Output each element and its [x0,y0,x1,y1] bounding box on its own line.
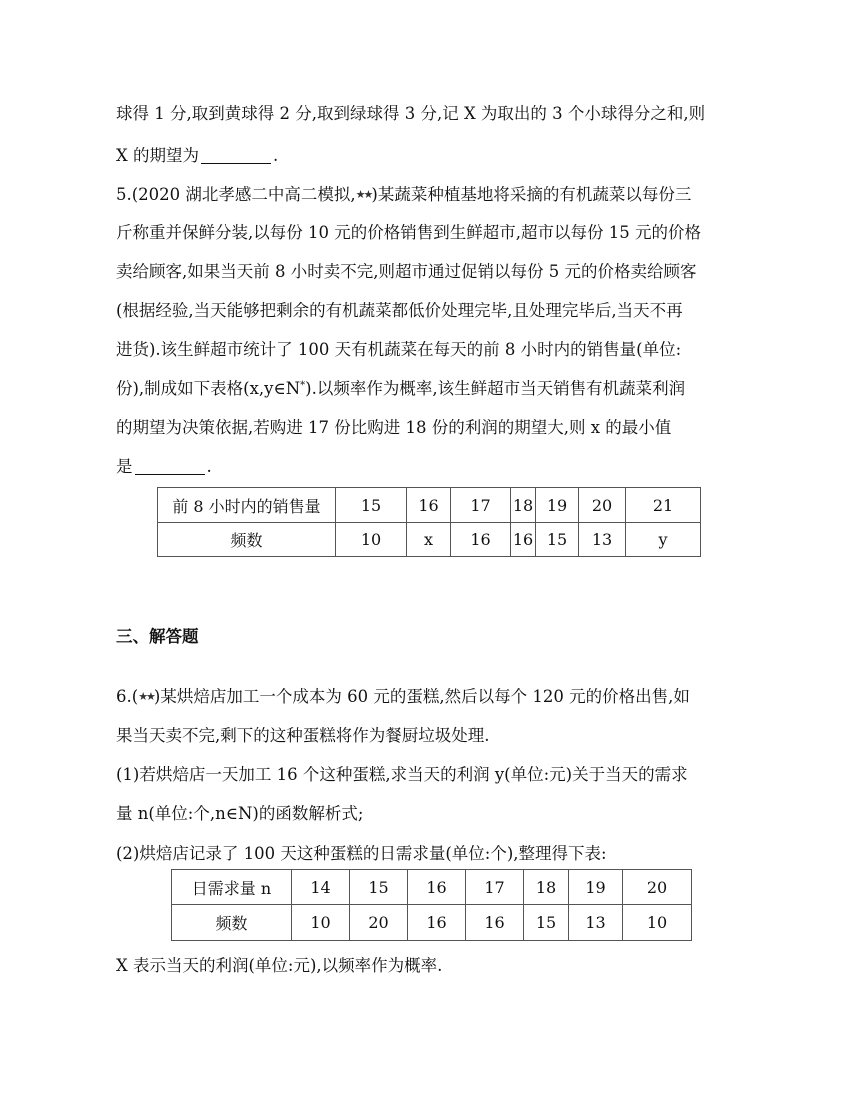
table-cell: 19 [569,870,623,905]
table-header-cell: 频数 [158,523,336,557]
table-cell: 17 [466,870,524,905]
q6-text-line-3: (1)若烘焙店一天加工 16 个这种蛋糕,求当天的利润 y(单位:元)关于当天的需求 [116,765,688,784]
table-cell: 13 [579,523,626,557]
table-cell: 18 [511,488,536,523]
table-cell: 16 [451,523,511,557]
table-cell: 10 [623,905,692,941]
q6-text: )某烘焙店加工一个成本为 60 元的蛋糕,然后以每个 120 元的价格出售,如 [153,687,690,706]
superscript-star: * [300,380,306,391]
table-row [172,905,692,941]
table-row [172,870,692,905]
table-cell: 16 [408,905,466,941]
q5-text-line-2: 斤称重并保鲜分装,以每份 10 元的价格销售到生鲜超市,超市以每份 15 元的价格 [116,223,701,242]
table-cell: 21 [626,488,701,523]
q5-text: 是 [116,457,133,476]
q5-text: ).以频率作为概率,该生鲜超市当天销售有机蔬菜利润 [305,379,686,398]
difficulty-stars-icon: ★★ [355,188,372,201]
table-cell: 17 [451,488,511,523]
table-cell: y [626,523,701,557]
q5-sales-table [157,487,701,557]
q5-text: 份),制成如下表格(x,y∈N [116,379,301,398]
table-cell: 16 [511,523,536,557]
q5-text-line-1 [116,181,691,205]
table-cell: 14 [292,870,350,905]
answer-blank [135,473,205,475]
q6-demand-table [171,869,692,941]
q5-text-line-6 [116,375,685,399]
q6-text-line-2: 果当天卖不完,剩下的这种蛋糕将作为餐厨垃圾处理. [116,726,490,745]
q4-text-line-1: 球得 1 分,取到黄球得 2 分,取到绿球得 3 分,记 X 为取出的 3 个小球得分之和,则 [116,104,706,123]
table-cell: 20 [579,488,626,523]
q6-text-line-5: (2)烘焙店记录了 100 天这种蛋糕的日需求量(单位:个),整理得下表: [116,844,607,863]
q6-text-line-6: X 表示当天的利润(单位:元),以频率作为概率. [116,956,443,975]
answer-blank [201,162,271,164]
q6-number: 6.( [116,687,139,706]
q5-text-line-5: 进货).该生鲜超市统计了 100 天有机蔬菜在每天的前 8 小时内的销售量(单位: [116,340,682,359]
q5-text-line-8 [116,453,212,477]
q5-text-line-7: 的期望为决策依据,若购进 17 份比购进 18 份的利润的期望大,则 x 的最小值 [116,418,672,437]
table-row [158,488,701,523]
q5-period: . [206,457,212,476]
table-cell: 15 [536,523,579,557]
q5-text-line-4: (根据经验,当天能够把剩余的有机蔬菜都低价处理完毕,且处理完毕后,当天不再 [116,301,683,320]
table-cell: 13 [569,905,623,941]
table-cell: 15 [350,870,408,905]
difficulty-stars-icon: ★★ [138,690,154,703]
table-cell: 10 [336,523,407,557]
table-header-cell: 前 8 小时内的销售量 [158,488,336,523]
table-cell: 16 [466,905,524,941]
q4-text: X 的期望为 [116,146,199,165]
table-cell: 16 [407,488,451,523]
q6-text-line-4: 量 n(单位:个,n∈N)的函数解析式; [116,804,364,823]
table-row [158,523,701,557]
table-cell: 20 [623,870,692,905]
table-cell: 15 [336,488,407,523]
q4-text-line-2 [116,142,278,166]
table-cell: 20 [350,905,408,941]
q5-text: )某蔬菜种植基地将采摘的有机蔬菜以每份三 [371,185,692,204]
section-heading: 三、解答题 [116,627,199,646]
q4-period: . [273,146,279,165]
q5-text-line-3: 卖给顾客,如果当天前 8 小时卖不完,则超市通过促销以每份 5 元的价格卖给顾客 [116,262,697,281]
table-cell: 15 [524,905,569,941]
table-cell: x [407,523,451,557]
q6-text-line-1 [116,683,690,707]
table-header-cell: 日需求量 n [172,870,292,905]
table-cell: 18 [524,870,569,905]
table-cell: 16 [408,870,466,905]
table-cell: 10 [292,905,350,941]
table-header-cell: 频数 [172,905,292,941]
table-cell: 19 [536,488,579,523]
q5-source: 5.(2020 湖北孝感二中高二模拟, [116,185,356,204]
